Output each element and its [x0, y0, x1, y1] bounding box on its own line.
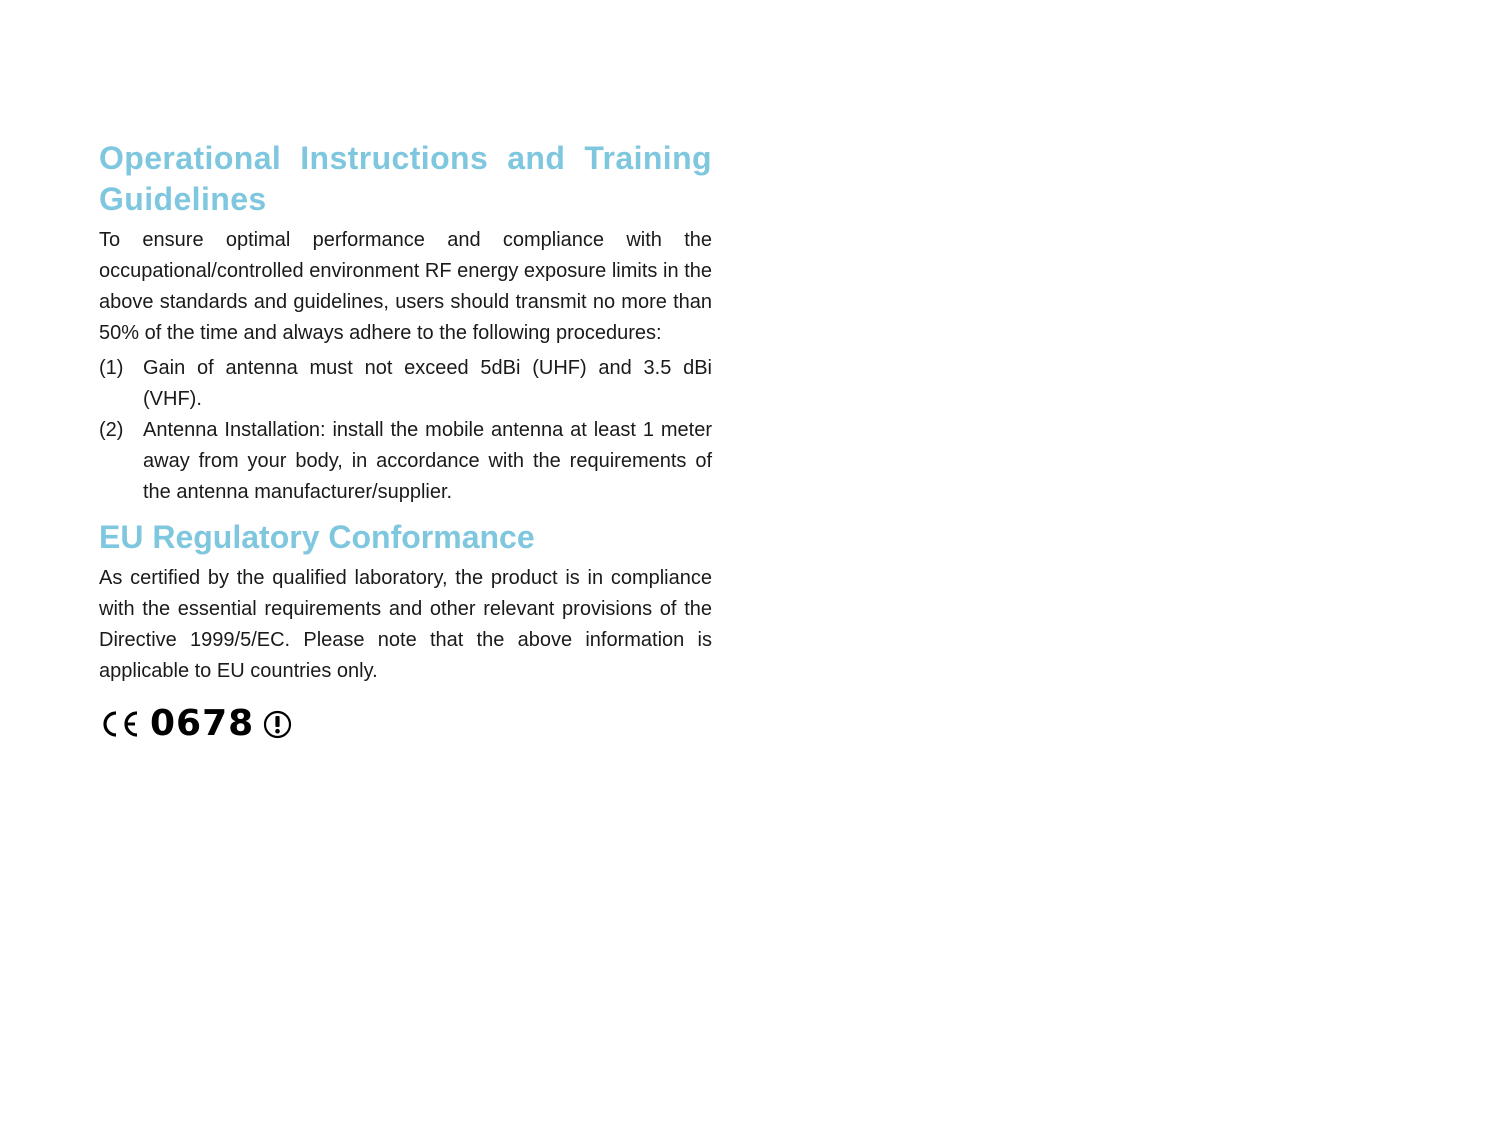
- eu-body-paragraph: As certified by the qualified laboratory, the product is in compliance with the essential requirements and other relevant provisions of the Directive 1999/5/EC. Please note that the above information is applicable to EU countries only.: [99, 567, 712, 682]
- list-item-text: Gain of antenna must not exceed 5dBi (UHF) and 3.5 dBi (VHF).: [143, 357, 712, 410]
- training-intro-paragraph: To ensure optimal performance and compliance with the occupational/controlled environment RF energy exposure limits in the above standards and guidelines, users should transmit no more than 50% of the time and always adhere to the following procedures:: [99, 229, 712, 344]
- list-item: [99, 415, 712, 508]
- alert-circle-icon: [263, 710, 292, 739]
- training-section-title: Operational Instructions and Training Guidelines: [99, 140, 712, 217]
- ce-mark-icon: [99, 709, 139, 739]
- document-column: [99, 138, 712, 744]
- notified-body-number: 0678: [150, 703, 255, 744]
- list-item-text: Antenna Installation: install the mobile antenna at least 1 meter away from your body, in accordance with the requirements of the antenna manufacturer/supplier.: [143, 419, 712, 503]
- list-item-number: (1): [99, 357, 124, 379]
- eu-section-title: EU Regulatory Conformance: [99, 519, 535, 555]
- list-item-number: (2): [99, 419, 124, 441]
- list-item: [99, 353, 712, 415]
- procedure-list: [99, 353, 712, 508]
- ce-marking-row: [99, 704, 712, 744]
